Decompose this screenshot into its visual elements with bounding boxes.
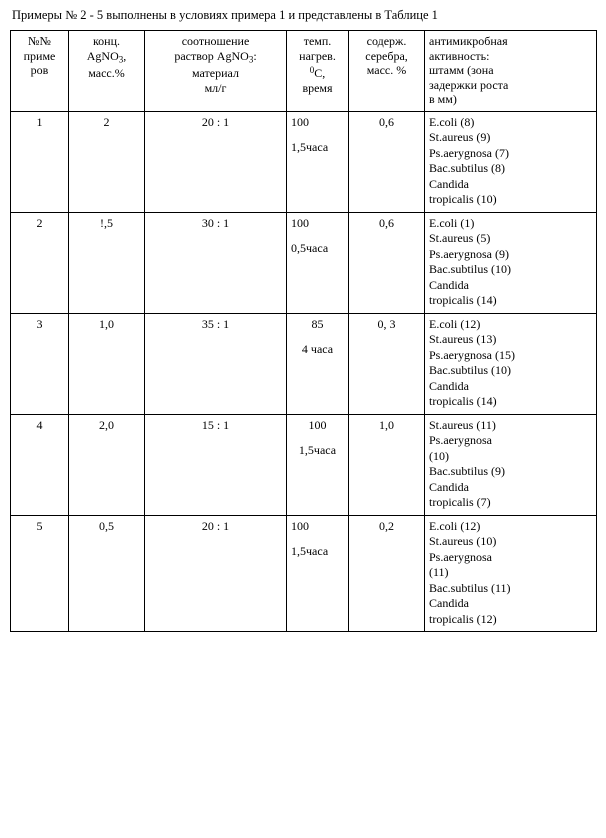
cell-silver-content: 1,0 [349, 414, 425, 515]
cell-antimicrobial-activity: E.coli (12) St.aureus (13) Ps.aerygnosa (15) Bac.subtilus (10) Candida tropicalis (14) [425, 313, 597, 414]
cell-example-number: 3 [11, 313, 69, 414]
cell-concentration: 0,5 [69, 515, 145, 632]
table-row [11, 212, 597, 313]
header-temperature: темп. нагрев. $^0$С, время [287, 31, 349, 112]
cell-example-number: 1 [11, 111, 69, 212]
header-concentration: конц. AgNO$_3$, масс.% [69, 31, 145, 112]
examples-table [10, 30, 597, 632]
cell-ratio: 15 : 1 [145, 414, 287, 515]
cell-silver-content: 0,6 [349, 212, 425, 313]
header-silver-content: содерж. серебра, масс. % [349, 31, 425, 112]
cell-temperature: 85 4 часа [287, 313, 349, 414]
cell-ratio: 20 : 1 [145, 515, 287, 632]
header-antimicrobial-activity: антимикробная активность: штамм (зона задержки роста в мм) [425, 31, 597, 112]
cell-temperature: 100 0,5часа [287, 212, 349, 313]
cell-ratio: 20 : 1 [145, 111, 287, 212]
cell-temperature: 100 1,5часа [287, 414, 349, 515]
table-row [11, 313, 597, 414]
cell-antimicrobial-activity: St.aureus (11) Ps.aerygnosa (10) Bac.subtilus (9) Candida tropicalis (7) [425, 414, 597, 515]
cell-concentration: 2 [69, 111, 145, 212]
cell-concentration: 1,0 [69, 313, 145, 414]
header-agno3-formula: AgNO$_3$, [86, 48, 127, 64]
cell-antimicrobial-activity: E.coli (12) St.aureus (10) Ps.aerygnosa (11) Bac.subtilus (11) Candida tropicalis (12) [425, 515, 597, 632]
cell-silver-content: 0, 3 [349, 313, 425, 414]
cell-silver-content: 0,2 [349, 515, 425, 632]
cell-temperature: 100 1,5часа [287, 111, 349, 212]
cell-example-number: 4 [11, 414, 69, 515]
header-ratio-formula: раствор AgNO$_3$: [174, 48, 257, 64]
table-row [11, 111, 597, 212]
cell-concentration: 2,0 [69, 414, 145, 515]
table-header-row [11, 31, 597, 112]
cell-ratio: 35 : 1 [145, 313, 287, 414]
cell-example-number: 5 [11, 515, 69, 632]
cell-concentration: !,5 [69, 212, 145, 313]
table-row [11, 515, 597, 632]
header-temp-units: $^0$С, [309, 65, 326, 81]
header-example-number: №№ приме ров [11, 31, 69, 112]
cell-antimicrobial-activity: E.coli (8) St.aureus (9) Ps.aerygnosa (7) Bac.subtilus (8) Candida tropicalis (10) [425, 111, 597, 212]
cell-temperature: 100 1,5часа [287, 515, 349, 632]
cell-example-number: 2 [11, 212, 69, 313]
cell-silver-content: 0,6 [349, 111, 425, 212]
cell-ratio: 30 : 1 [145, 212, 287, 313]
header-ratio: соотношение раствор AgNO$_3$: материал мл/г [145, 31, 287, 112]
table-row [11, 414, 597, 515]
cell-antimicrobial-activity: E.coli (1) St.aureus (5) Ps.aerygnosa (9) Bac.subtilus (10) Candida tropicalis (14) [425, 212, 597, 313]
intro-paragraph: Примеры № 2 - 5 выполнены в условиях примера 1 и представлены в Таблице 1 [12, 8, 438, 22]
